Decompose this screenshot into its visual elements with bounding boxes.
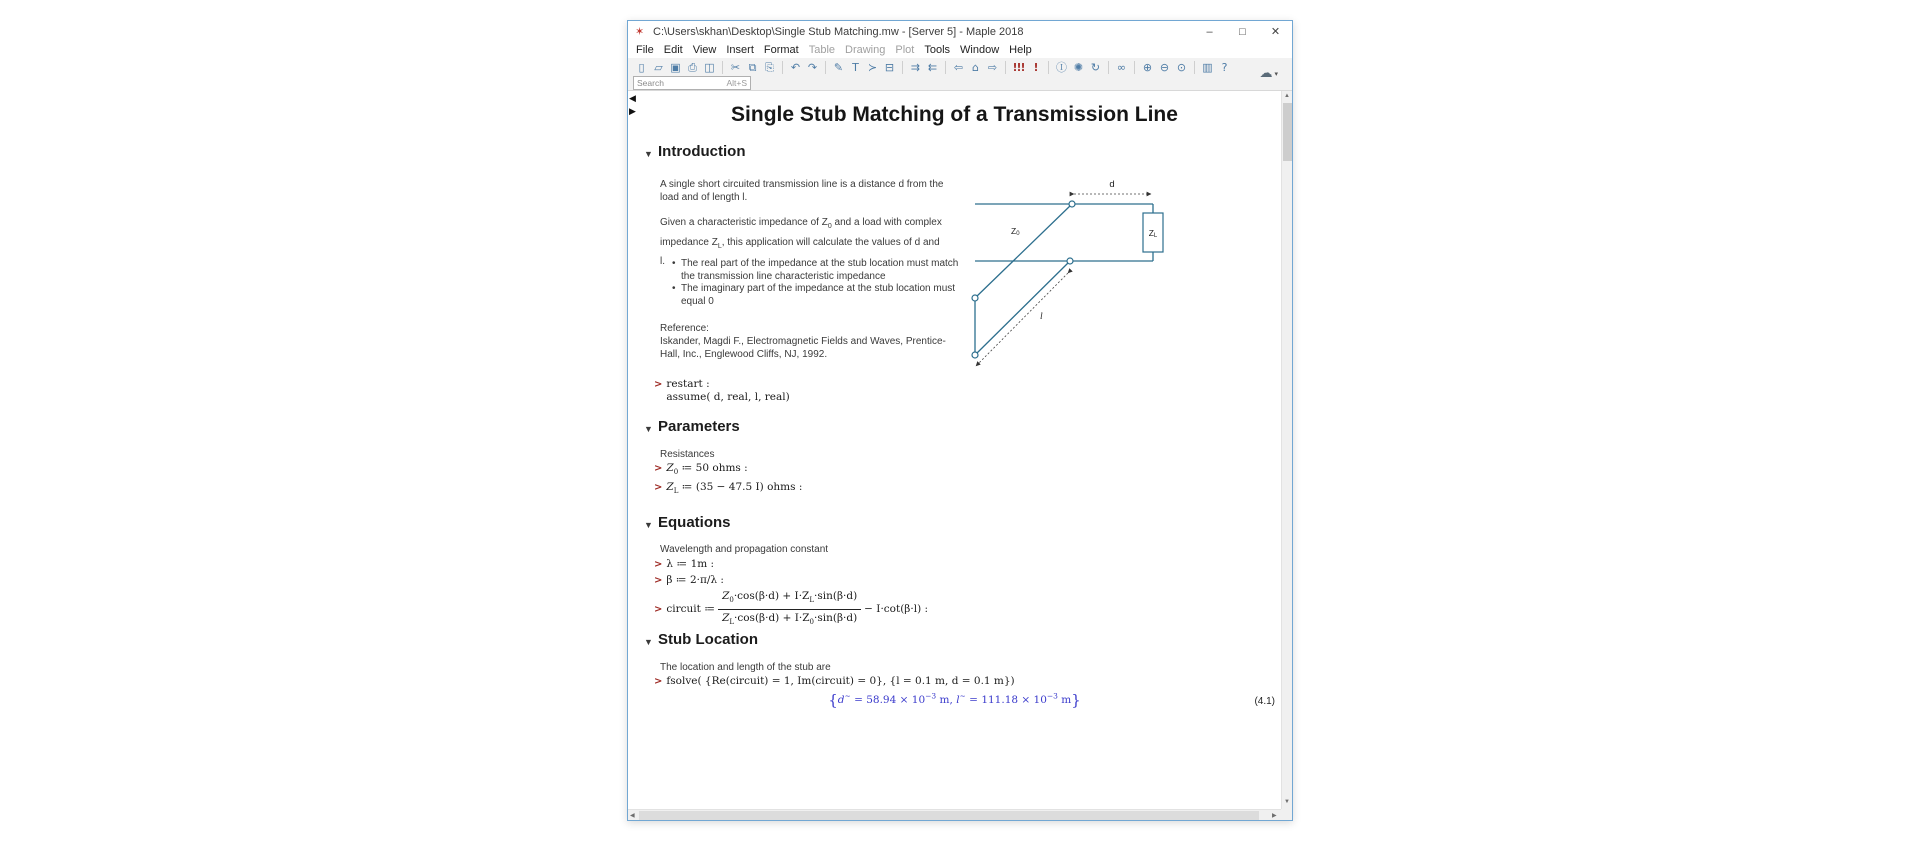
home-icon[interactable]: ⌂ [972, 60, 979, 74]
menu-bar [628, 42, 1292, 58]
worksheet [628, 91, 1281, 809]
vertical-scroll-thumb[interactable] [1283, 103, 1292, 161]
section-heading-parameters: Parameters [658, 418, 740, 435]
paste-icon[interactable]: ⎘ [765, 60, 774, 74]
scroll-right-icon[interactable]: ▶ [1272, 813, 1277, 819]
input-restart: restart : [666, 378, 710, 390]
zoom-out-icon[interactable]: ⊖ [1159, 60, 1170, 74]
menu-item[interactable]: Tools [924, 44, 951, 56]
document-title: Single Stub Matching of a Transmission Line [731, 103, 1178, 126]
maple-input-lambda[interactable]: > λ ≔ 1m : [654, 558, 715, 570]
maple-input-circuit[interactable]: > circuit ≔ $\frac{Z_0\cdot\cos(\beta\cdot d) + I\cdot Z_L\cdot\sin(\beta\cdot d)}{Z_L\cdot\cos(\beta\cdot d) + I\cdot Z_0\cdot\sin(\beta\cdot d)}$ − I·cot(β·l) : [654, 590, 928, 629]
bullet-item: • The imaginary part of the impedance at the stub location must equal 0 [672, 283, 962, 308]
intro-paragraph-1: A single short circuited transmission line is a distance d from the load and of length l. [660, 179, 944, 203]
menu-item[interactable]: Window [960, 44, 1000, 56]
zoom-in-icon[interactable]: ⊕ [1142, 60, 1153, 74]
open-file-icon[interactable]: ▱ [654, 60, 663, 74]
forward-icon[interactable]: ⇨ [987, 60, 998, 74]
circuit-fraction: $\frac{Z_0\cdot\cos(\beta\cdot d) + I\cdot Z_L\cdot\sin(\beta\cdot d)}{Z_L\cdot\cos(\beta\cdot d) + I\cdot Z_0\cdot\sin(\beta\cdot d)}$ [718, 590, 861, 629]
menu-item[interactable]: File [636, 44, 654, 56]
toolbar-separator [1005, 61, 1006, 74]
toolbar-separator [722, 61, 723, 74]
menu-item[interactable]: Edit [663, 44, 683, 56]
toolbar-separator [1134, 61, 1135, 74]
back-icon[interactable]: ⇦ [953, 60, 964, 74]
toolbar-separator [782, 61, 783, 74]
copy-icon[interactable]: ⧉ [748, 60, 757, 74]
minimize-button[interactable]: – [1206, 25, 1213, 38]
section-collapse-icon[interactable]: ▼ [644, 520, 653, 530]
maple-input-z0[interactable]: > $Z_0$ ≔ 50 ohms : [654, 462, 748, 477]
d-dimension-label: d [1109, 179, 1115, 190]
scrollbar-corner [1281, 809, 1292, 820]
stub-line-top [975, 204, 1072, 298]
vertical-scrollbar[interactable] [1281, 91, 1292, 809]
parameters-caption: Resistances [660, 449, 715, 460]
equation-label: (4.1) [1254, 696, 1275, 707]
menu-item[interactable]: View [692, 44, 717, 56]
maple-output-row [628, 690, 1281, 709]
toolbar-icons [633, 59, 1233, 76]
search-placeholder: Search [637, 78, 664, 88]
bullet-item: • The real part of the impedance at the stub location must match the transmission line characteristic impedance [672, 258, 962, 283]
stub-line-bottom [975, 261, 1070, 355]
maple-input-restart[interactable]: > restart : assume( d, real, l, real) [654, 378, 790, 403]
section-collapse-icon[interactable]: ▼ [644, 637, 653, 647]
intro-paragraph-2: Given a characteristic impedance of $Z_0$ and a load with complex impedance $Z_L$, this application will calculate the values of d and l. [660, 217, 942, 267]
toolbar-separator [945, 61, 946, 74]
cut-icon[interactable]: ✂ [730, 60, 741, 74]
margin-next-icon[interactable]: ▶ [629, 106, 636, 116]
cloud-icon: ☁ [1259, 66, 1273, 81]
side-panel-icon[interactable]: ▥ [1202, 60, 1213, 74]
window-title: C:\Users\skhan\Desktop\Single Stub Matching.mw - [Server 5] - Maple 2018 [653, 25, 1024, 38]
section-heading-equations: Equations [658, 514, 731, 531]
menu-item[interactable]: Insert [726, 44, 754, 56]
menu-item[interactable]: Help [1009, 44, 1032, 56]
intro-bullet-list [672, 258, 962, 308]
maple-logo-icon: ✶ [635, 25, 645, 38]
restart-icon[interactable]: ↻ [1090, 60, 1101, 74]
stub-node-bottom [972, 352, 978, 358]
menu-item[interactable]: Drawing [845, 44, 886, 56]
save-icon[interactable]: ▣ [670, 60, 681, 74]
window-controls [1193, 21, 1292, 42]
circuit-diagram [968, 173, 1178, 378]
section-heading-stub-location: Stub Location [658, 631, 758, 648]
tap-node-bottom [1067, 258, 1073, 264]
horizontal-scroll-thumb[interactable] [639, 811, 1259, 820]
tap-node-top [1069, 201, 1075, 207]
input-assume: assume( d, real, l, real) [666, 391, 790, 403]
maximize-button[interactable]: □ [1239, 25, 1246, 38]
toolbar-separator [902, 61, 903, 74]
toolbar-separator [1108, 61, 1109, 74]
fsolve-result: {$d^\sim = 58.94 \times 10^{-3}$ m, $l^\sim = 111.18 \times 10^{-3}$ m} [828, 691, 1081, 709]
section-heading-introduction: Introduction [658, 143, 746, 160]
help-icon[interactable]: ? [1221, 60, 1228, 74]
equations-caption: Wavelength and propagation constant [660, 544, 829, 555]
toolbar-separator [825, 61, 826, 74]
maple-window [627, 20, 1293, 821]
math-mode-icon[interactable]: ≻ [867, 60, 878, 74]
margin-prev-icon[interactable]: ◀ [629, 93, 636, 103]
redo-icon[interactable]: ↷ [807, 60, 818, 74]
maple-input-zl[interactable]: > $Z_L$ ≔ (35 − 47.5 I) ohms : [654, 481, 803, 496]
section-icon[interactable]: ⊟ [884, 60, 895, 74]
search-input[interactable] [633, 76, 751, 90]
reference-block [660, 322, 956, 361]
interrupt-icon[interactable]: Ⓘ [1056, 60, 1067, 74]
load-label: ZL [1148, 228, 1158, 240]
maple-input-fsolve[interactable]: > fsolve( {Re(circuit) = 1, Im(circuit) = 0}, {l = 0.1 m, d = 0.1 m}) [654, 675, 1015, 687]
print-icon[interactable]: ⎙ [688, 60, 697, 74]
scroll-up-icon[interactable]: ▲ [1284, 93, 1290, 99]
reference-text: Iskander, Magdi F., Electromagnetic Fields and Waves, Prentice-Hall, Inc., Englewood Cliffs, NJ, 1992. [660, 336, 946, 360]
horizontal-scrollbar[interactable] [628, 809, 1281, 820]
hyperlink-icon[interactable]: ∞ [1116, 60, 1127, 74]
l-dimension-label: l [1040, 312, 1043, 322]
execute-icon[interactable]: ! [1033, 60, 1038, 74]
l-dimension-arrow [976, 273, 1068, 366]
scroll-down-icon[interactable]: ▼ [1284, 799, 1290, 805]
text-mode-icon[interactable]: T [852, 60, 859, 74]
indent-icon[interactable]: ⇉ [910, 60, 921, 74]
drawing-icon[interactable]: ✎ [833, 60, 844, 74]
outdent-icon[interactable]: ⇇ [927, 60, 938, 74]
toolbar [628, 58, 1292, 91]
undo-icon[interactable]: ↶ [790, 60, 801, 74]
zoom-reset-icon[interactable]: ⊙ [1176, 60, 1187, 74]
maplecloud-button[interactable] [1259, 66, 1278, 81]
print-preview-icon[interactable]: ◫ [704, 60, 715, 74]
scroll-left-icon[interactable]: ◀ [630, 813, 635, 819]
execute-all-icon[interactable]: !!! [1012, 60, 1025, 74]
stub-caption: The location and length of the stub are [660, 662, 831, 673]
menu-item[interactable]: Table [808, 44, 836, 56]
debug-icon[interactable]: ✺ [1073, 60, 1084, 74]
search-shortcut-hint: Alt+S [726, 78, 747, 88]
reference-label: Reference: [660, 323, 709, 334]
z0-label: Z0 [1011, 226, 1020, 238]
new-document-icon[interactable]: ▯ [638, 60, 645, 74]
menu-item[interactable]: Format [763, 44, 799, 56]
toolbar-separator [1194, 61, 1195, 74]
section-collapse-icon[interactable]: ▼ [644, 424, 653, 434]
menu-item[interactable]: Plot [895, 44, 915, 56]
stub-node-top [972, 295, 978, 301]
search-row [633, 76, 751, 90]
section-collapse-icon[interactable]: ▼ [644, 149, 653, 159]
maple-input-beta[interactable]: > β ≔ 2·π/λ : [654, 574, 724, 586]
toolbar-separator [1048, 61, 1049, 74]
close-button[interactable]: ✕ [1270, 26, 1281, 38]
chevron-down-icon: ▾ [1274, 70, 1278, 78]
